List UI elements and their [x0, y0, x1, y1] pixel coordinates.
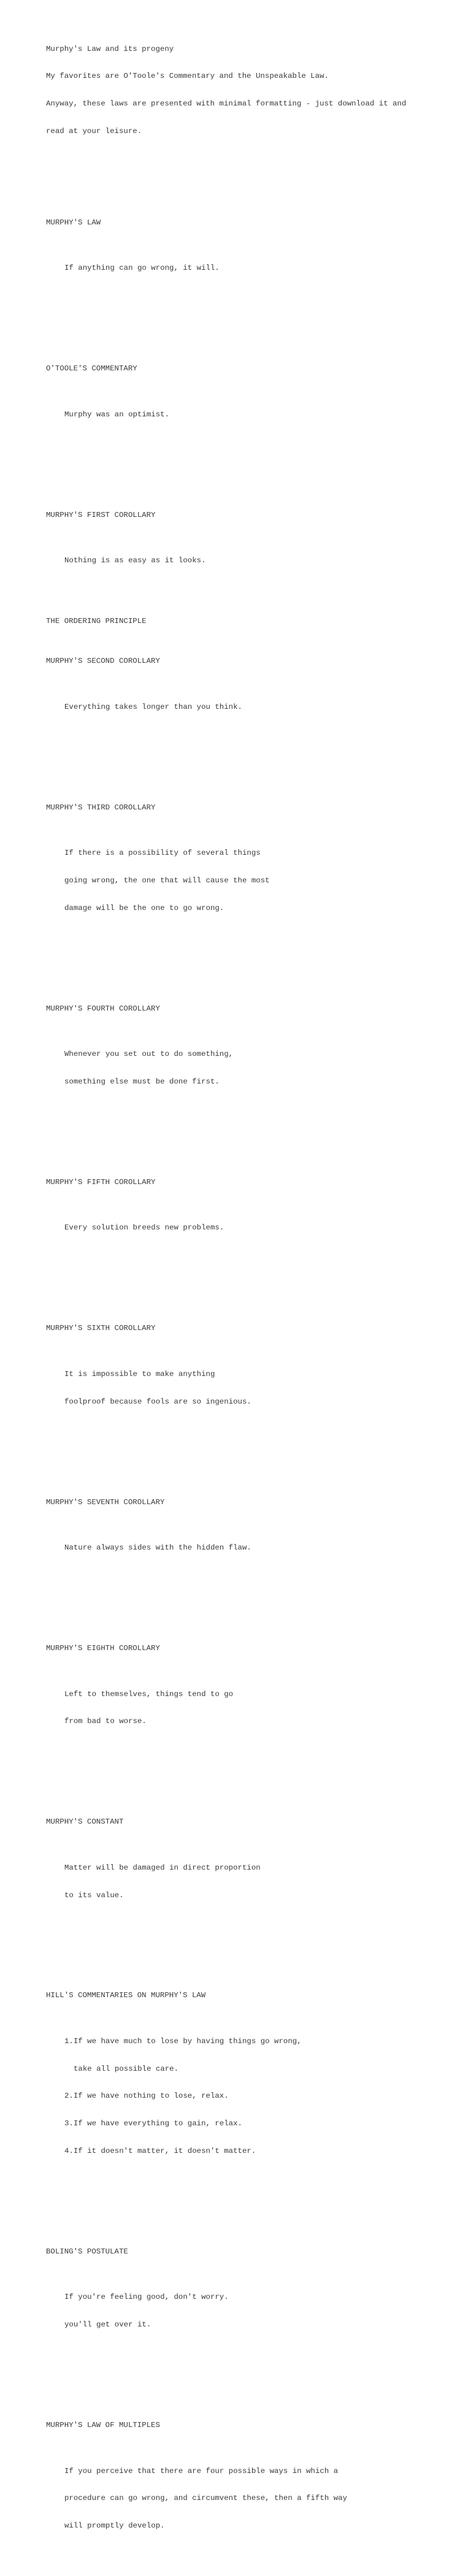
law-line: Whenever you set out to do something,: [64, 1050, 234, 1059]
law-body: [46, 538, 463, 584]
law-title: MURPHY'S THIRD COROLLARY: [46, 803, 156, 812]
law-title: HILL'S COMMENTARIES ON MURPHY'S LAW: [46, 1991, 206, 2000]
law-title: BOLING'S POSTULATE: [46, 2247, 128, 2256]
law-section-otooles-commentary: [46, 346, 463, 456]
law-line: If you perceive that there are four possible ways in which a: [64, 2466, 339, 2475]
intro-line: Murphy's Law and its progeny: [46, 44, 174, 53]
law-section-eighth-corollary: [46, 1626, 463, 1763]
list-item: 3.If we have everything to gain, relax.: [64, 2119, 242, 2128]
law-line: to its value.: [64, 1890, 124, 1900]
law-section-sixth-corollary: [46, 1306, 463, 1443]
law-body: [46, 1525, 463, 1571]
law-line: Nothing is as easy as it looks.: [64, 556, 206, 565]
law-body: [46, 2275, 463, 2348]
intro-line: Anyway, these laws are presented with minimal formatting - just download it and: [46, 99, 407, 109]
law-title: MURPHY'S FIFTH COROLLARY: [46, 1177, 156, 1187]
list-item: 1.If we have much to lose by having things go wrong,: [64, 2037, 302, 2046]
law-title: MURPHY'S LAW: [46, 218, 101, 227]
law-body: [46, 684, 463, 730]
law-line: you'll get over it.: [64, 2320, 151, 2329]
law-line: procedure can go wrong, and circumvent these, then a fifth way: [64, 2494, 348, 2503]
law-line: If there is a possibility of several things: [64, 849, 261, 858]
law-line: Everything takes longer than you think.: [64, 702, 242, 711]
law-section-law-of-multiples: [46, 2402, 463, 2567]
law-body: [46, 1031, 463, 1104]
law-section-fourth-corollary: [46, 986, 463, 1123]
law-section-third-corollary: [46, 785, 463, 949]
law-line: Matter will be damaged in direct proportion: [64, 1863, 261, 1872]
law-line: foolproof because fools are so ingenious.: [64, 1397, 251, 1406]
list-item: 4.If it doesn't matter, it doesn't matter.: [64, 2146, 256, 2155]
law-line: Nature always sides with the hidden flaw.: [64, 1543, 251, 1553]
law-line: going wrong, the one that will cause the most: [64, 876, 270, 885]
law-title: O'TOOLE'S COMMENTARY: [46, 364, 137, 373]
law-line: damage will be the one to go wrong.: [64, 903, 224, 912]
ordering-principle-heading: THE ORDERING PRINCIPLE: [46, 617, 147, 625]
law-section-first-corollary: [46, 492, 463, 602]
law-body: [46, 246, 463, 292]
law-section-murphys-constant: [46, 1799, 463, 1936]
law-line: something else must be done first.: [64, 1077, 220, 1086]
law-body: [46, 2448, 463, 2549]
law-body: [46, 830, 463, 931]
law-section-fifth-corollary: [46, 1160, 463, 1269]
law-body: [46, 1845, 463, 1918]
law-title: MURPHY'S SECOND COROLLARY: [46, 657, 160, 666]
list-item: 2.If we have nothing to lose, relax.: [64, 2092, 229, 2101]
law-body: [46, 1351, 463, 1424]
numbered-list: [46, 2019, 463, 2174]
law-title: MURPHY'S SEVENTH COROLLARY: [46, 1497, 165, 1507]
law-title: MURPHY'S CONSTANT: [46, 1817, 124, 1827]
law-line: Every solution breeds new problems.: [64, 1223, 224, 1233]
law-section-bolings-postulate: [46, 2229, 463, 2366]
intro-line: read at your leisure.: [46, 126, 142, 136]
law-line: from bad to worse.: [64, 1717, 147, 1726]
document-body: [46, 8, 463, 2576]
law-body: [46, 1206, 463, 1252]
law-title: MURPHY'S FIRST COROLLARY: [46, 510, 156, 519]
law-title: MURPHY'S FOURTH COROLLARY: [46, 1004, 160, 1013]
law-title: MURPHY'S SIXTH COROLLARY: [46, 1324, 156, 1333]
law-body: [46, 392, 463, 438]
law-line: If you're feeling good, don't worry.: [64, 2293, 229, 2302]
law-section-hills-commentaries: [46, 1973, 463, 2193]
list-item-continuation: take all possible care.: [74, 2064, 179, 2073]
law-line: will promptly develop.: [64, 2521, 165, 2530]
intro: [46, 26, 463, 155]
law-section-second-corollary: [46, 638, 463, 748]
law-line: Left to themselves, things tend to go: [64, 1689, 234, 1699]
law-section-murphys-law: [46, 200, 463, 310]
law-line: If anything can go wrong, it will.: [64, 264, 220, 273]
law-title: MURPHY'S EIGHTH COROLLARY: [46, 1644, 160, 1653]
law-line: Murphy was an optimist.: [64, 410, 170, 419]
law-body: [46, 1672, 463, 1745]
law-line: It is impossible to make anything: [64, 1369, 215, 1378]
law-title: MURPHY'S LAW OF MULTIPLES: [46, 2421, 160, 2430]
intro-line: My favorites are O'Toole's Commentary and the Unspeakable Law.: [46, 72, 329, 81]
law-section-seventh-corollary: [46, 1480, 463, 1589]
